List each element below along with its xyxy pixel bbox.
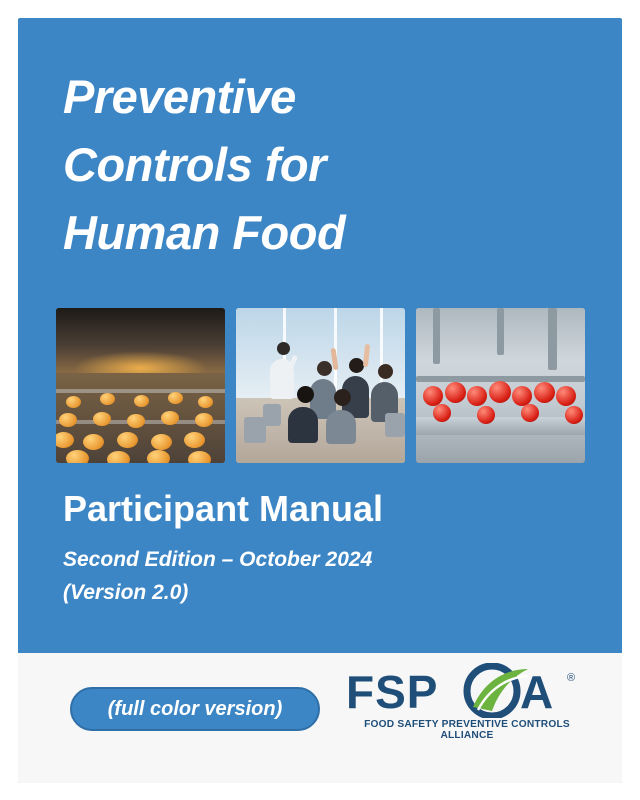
roll [151, 434, 172, 450]
cover-photo-strip [56, 308, 586, 463]
roll [83, 434, 104, 450]
attendee-head [378, 364, 393, 379]
roll [66, 396, 81, 408]
subtitle: Participant Manual [63, 488, 384, 529]
tomato [534, 382, 555, 403]
title-line-1: Preventive [63, 70, 296, 123]
title-line-3: Human Food [63, 206, 346, 259]
roll [66, 450, 89, 463]
tomato [556, 386, 576, 406]
photo-tomato-processing-line [416, 308, 585, 463]
full-color-version-badge: (full color version) [70, 687, 320, 731]
roll [198, 396, 213, 408]
roll [168, 392, 183, 404]
chair [263, 404, 281, 426]
tomato [445, 382, 466, 403]
photo-training-classroom [236, 308, 405, 463]
svg-text:FSP: FSP [346, 666, 439, 718]
tomato [467, 386, 487, 406]
roll [188, 451, 211, 464]
presenter-head [277, 342, 290, 355]
tomato [433, 404, 451, 422]
tomato [477, 406, 495, 424]
machine-post [433, 308, 440, 364]
machine-post [548, 308, 557, 370]
tomato [489, 381, 511, 403]
roll [127, 414, 145, 428]
tomato [565, 406, 583, 424]
roll [93, 412, 111, 426]
version-line: (Version 2.0) [63, 581, 189, 604]
attendee-head [317, 361, 332, 376]
cover-panel [18, 18, 622, 783]
roll [100, 393, 115, 405]
roll [147, 450, 170, 463]
edition-line: Second Edition – October 2024 [63, 548, 373, 571]
roll [184, 432, 205, 448]
attendee-head [349, 358, 364, 373]
fspca-logo-tagline: FOOD SAFETY PREVENTIVE CONTROLS ALLIANCE [364, 719, 570, 741]
fspca-logo [342, 663, 592, 741]
title-line-2: Controls for [63, 138, 326, 191]
roll [59, 413, 77, 427]
tomato [512, 386, 532, 406]
roll [161, 411, 179, 425]
photo-bakery-oven-conveyor [56, 308, 225, 463]
chair [385, 413, 405, 437]
roll [107, 451, 130, 464]
attendee-head [334, 389, 351, 406]
attendee-head [297, 386, 314, 403]
svg-text:A: A [520, 666, 554, 718]
bread-rolls [56, 367, 225, 463]
fspca-logo-mark [342, 663, 592, 718]
roll [134, 395, 149, 407]
cover-title [63, 63, 583, 267]
roll [56, 432, 74, 448]
tomato [423, 386, 443, 406]
machine-post [497, 308, 504, 355]
roll [117, 432, 138, 448]
roll [195, 413, 213, 427]
attendee-body [288, 407, 318, 443]
svg-text:®: ® [567, 672, 576, 684]
tomato [521, 404, 539, 422]
attendee-body [326, 410, 356, 444]
